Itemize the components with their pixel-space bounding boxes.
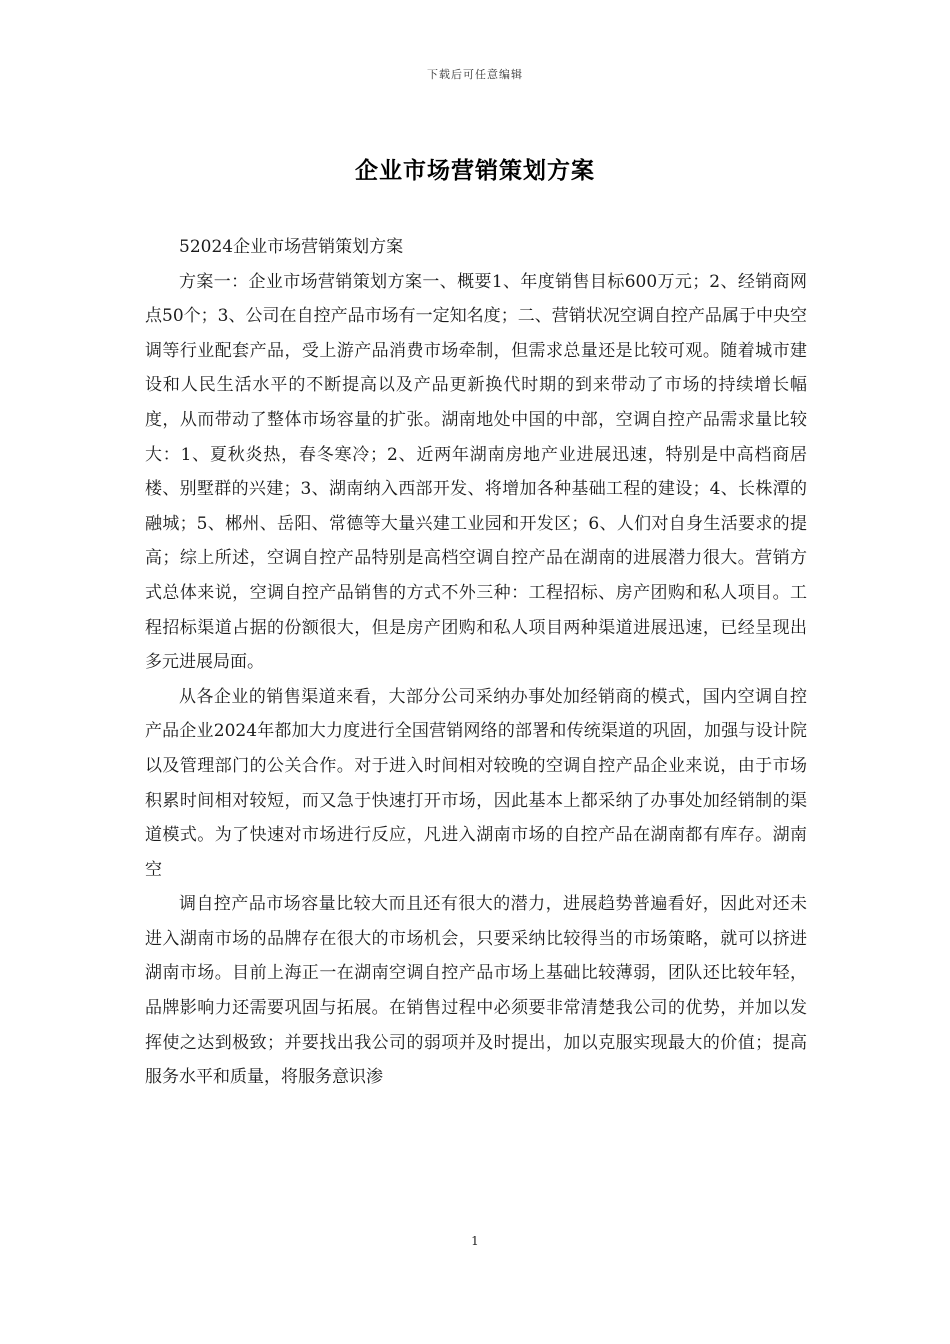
document-body <box>145 230 807 1095</box>
header-note: 下载后可任意编辑 <box>427 68 523 81</box>
paragraph-sales-channels: 从各企业的销售渠道来看，大部分公司采纳办事处加经销商的模式，国内空调自控产品企业2024年都加大力度进行全国营销网络的部署和传统渠道的巩固，加强与设计院以及管理部门的公关合作。对于进入时间相对较晚的空调自控产品企业来说，由于市场积累时间相对较短，而又急于快速打开市场，因此基本上都采纳了办事处加经销制的渠道模式。为了快速对市场进行反应，凡进入湖南市场的自控产品在湖南都有库存。湖南空 <box>145 686 807 880</box>
paragraph-subtitle: 52024企业市场营销策划方案 <box>179 237 404 257</box>
paragraph-market-capacity: 调自控产品市场容量比较大而且还有很大的潜力，进展趋势普遍看好，因此对还未进入湖南市场的品牌存在很大的市场机会，只要采纳比较得当的市场策略，就可以挤进湖南市场。目前上海正一在湖南空调自控产品市场上基础比较薄弱，团队还比较年轻，品牌影响力还需要巩固与拓展。在销售过程中必须要非常清楚我公司的优势，并加以发挥使之达到极致；并要找出我公司的弱项并及时提出，加以克服实现最大的价值；提高服务水平和质量，将服务意识渗 <box>145 894 807 1088</box>
page-number: 1 <box>471 1234 479 1248</box>
document-title: 企业市场营销策划方案 <box>355 158 595 184</box>
paragraph-plan-one: 方案一：企业市场营销策划方案一、概要1、年度销售目标600万元；2、经销商网点50个；3、公司在自控产品市场有一定知名度；二、营销状况空调自控产品属于中央空调等行业配套产品，受上游产品消费市场牵制，但需求总量还是比较可观。随着城市建设和人民生活水平的不断提高以及产品更新换代时期的到来带动了市场的持续增长幅度，从而带动了整体市场容量的扩张。湖南地处中国的中部，空调自控产品需求量比较大：1、夏秋炎热，春冬寒冷；2、近两年湖南房地产业进展迅速，特别是中高档商居楼、别墅群的兴建；3、湖南纳入西部开发、将增加各种基础工程的建设；4、长株潭的融城；5、郴州、岳阳、常德等大量兴建工业园和开发区；6、人们对自身生活要求的提高；综上所述，空调自控产品特别是高档空调自控产品在湖南的进展潜力很大。营销方式总体来说，空调自控产品销售的方式不外三种：工程招标、房产团购和私人项目。工程招标渠道占据的份额很大，但是房产团购和私人项目两种渠道进展迅速，已经呈现出多元进展局面。 <box>145 271 807 673</box>
